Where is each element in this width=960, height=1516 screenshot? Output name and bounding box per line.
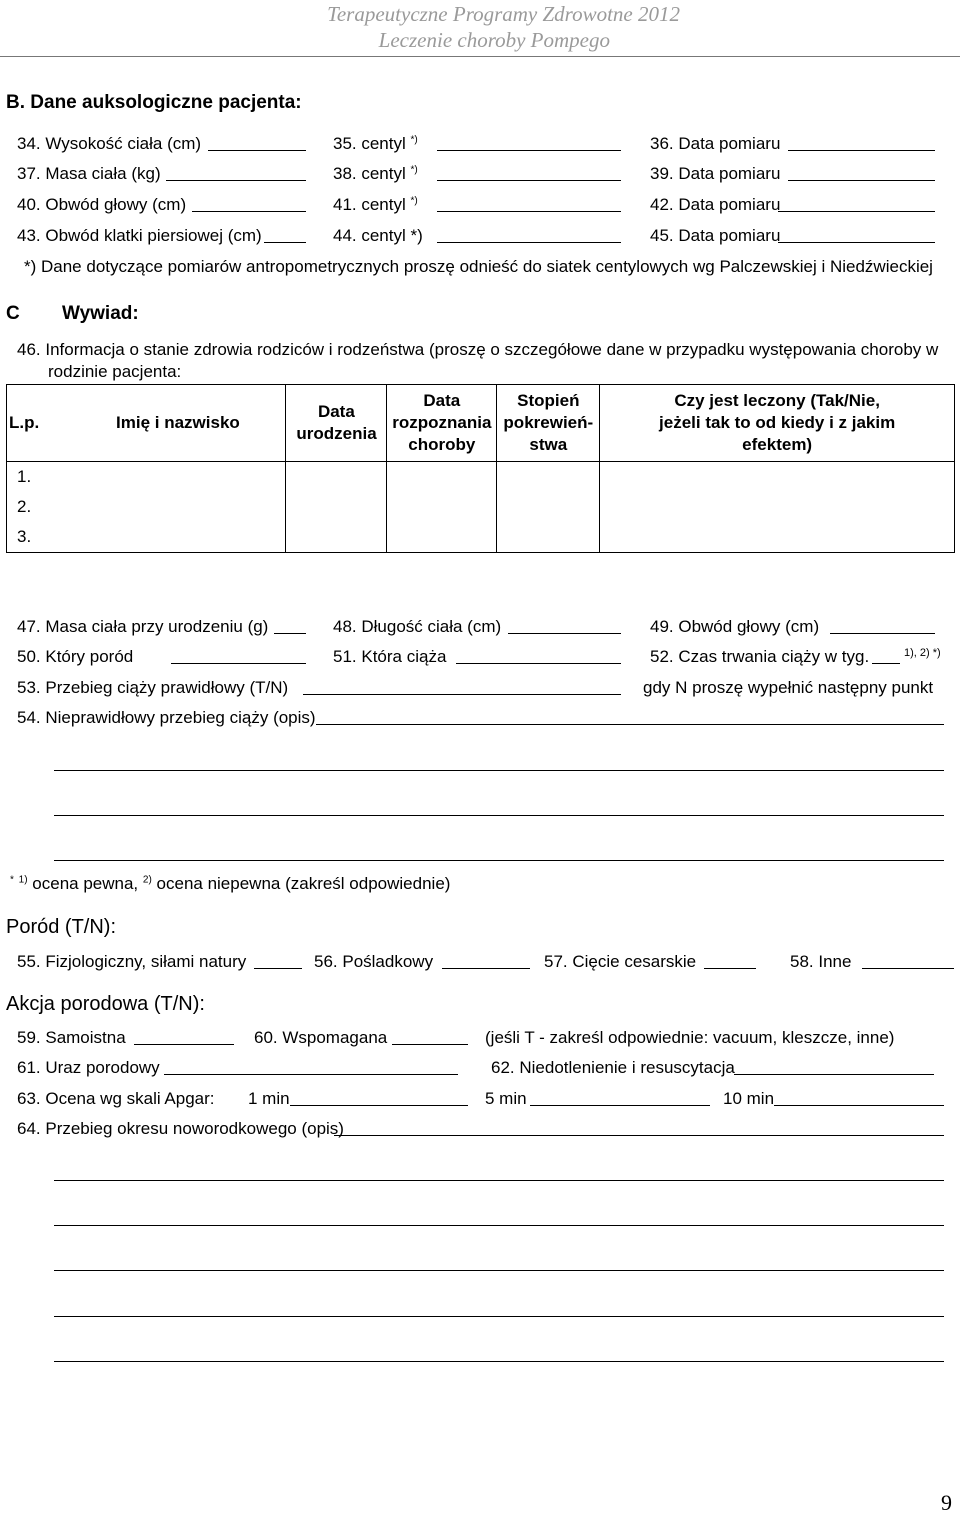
item-64-label: 64. Przebieg okresu noworodkowego (opis): [17, 1119, 344, 1138]
section-b-title: B. Dane auksologiczne pacjenta:: [6, 92, 302, 113]
item-62-label: 62. Niedotlenienie i resuscytacja: [491, 1058, 735, 1077]
item-44-label: 44. centyl *): [333, 226, 423, 245]
item-34-label: 34. Wysokość ciała (cm): [17, 134, 202, 153]
porod-title: Poród (T/N):: [6, 916, 117, 938]
cell-relationship[interactable]: [497, 522, 600, 553]
item-41-label: 41. centyl *): [333, 195, 418, 214]
item-57-label: 57. Cięcie cesarskie: [544, 952, 697, 971]
item-48-field[interactable]: [508, 633, 621, 634]
col-header-lp: L.p.: [7, 385, 71, 462]
item-37-field[interactable]: [166, 180, 306, 181]
row-number: 2.: [7, 492, 71, 522]
apgar-5min-label: 5 min: [485, 1089, 527, 1108]
item-36-label: 36. Data pomiaru: [650, 134, 781, 153]
certainty-footnote: * $^{1)}$ ocena pewna, $^{2)}$ ocena niepewna (zakreśl odpowiednie): [10, 874, 451, 893]
item-63-label: 63. Ocena wg skali Apgar:: [17, 1089, 215, 1108]
col-header-name: Imię i nazwisko: [70, 385, 286, 462]
apgar-1min-label: 1 min: [248, 1089, 290, 1108]
header-rule: [0, 56, 960, 57]
star-note: *): [410, 164, 418, 176]
item-48-label: 48. Długość ciała (cm): [333, 617, 502, 636]
col-header-relationship: Stopień pokrewień-stwa: [497, 385, 600, 462]
row-number: 3.: [7, 522, 71, 553]
item-52-label: 52. Czas trwania ciąży w tyg.: [650, 647, 870, 666]
item-64-field[interactable]: [334, 1135, 944, 1136]
item-46-label-cont: rodzinie pacjenta:: [48, 362, 182, 381]
table-row: [7, 462, 955, 493]
item-60-field[interactable]: [392, 1044, 468, 1045]
item-44-field[interactable]: [437, 242, 621, 243]
item-52-field[interactable]: [872, 663, 900, 664]
item-49-label: 49. Obwód głowy (cm): [650, 617, 820, 636]
item-54-line-2[interactable]: [54, 770, 944, 771]
section-c-letter: C: [6, 303, 20, 324]
item-51-field[interactable]: [456, 663, 621, 664]
item-46-label: 46. Informacja o stanie zdrowia rodziców i rodzeństwa (proszę o szczegółowe dane w przypadku występowania choroby w: [17, 340, 939, 359]
col-header-diagnosis-date: Data rozpoznania choroby: [387, 385, 497, 462]
cell-relationship[interactable]: [497, 492, 600, 522]
cell-relationship[interactable]: [497, 462, 600, 493]
apgar-10min-field[interactable]: [774, 1105, 944, 1106]
cell-name[interactable]: [70, 492, 286, 522]
star-note: *): [410, 195, 418, 207]
item-45-label: 45. Data pomiaru: [650, 226, 781, 245]
item-56-label: 56. Pośladkowy: [314, 952, 434, 971]
item-47-label: 47. Masa ciała przy urodzeniu (g): [17, 617, 269, 636]
col-header-treated: Czy jest leczony (Tak/Nie, jeżeli tak to od kiedy i z jakim efektem): [600, 385, 955, 462]
cell-diagnosis-date[interactable]: [387, 492, 497, 522]
header-line-2: Leczenie choroby Pompego: [378, 28, 610, 52]
cell-name[interactable]: [70, 462, 286, 493]
item-34-field[interactable]: [208, 150, 306, 151]
cell-birthdate[interactable]: [286, 492, 387, 522]
item-64-line-5[interactable]: [54, 1316, 944, 1317]
item-40-label: 40. Obwód głowy (cm): [17, 195, 187, 214]
item-50-label: 50. Który poród: [17, 647, 134, 666]
apgar-10min-label: 10 min: [723, 1089, 775, 1108]
item-49-field[interactable]: [830, 633, 935, 634]
item-54-line-4[interactable]: [54, 860, 944, 861]
col-header-birthdate: Data urodzenia: [286, 385, 387, 462]
akcja-title: Akcja porodowa (T/N):: [6, 993, 205, 1015]
item-42-field[interactable]: [778, 211, 935, 212]
item-61-label: 61. Uraz porodowy: [17, 1058, 160, 1077]
item-45-field[interactable]: [778, 242, 935, 243]
item-54-line-3[interactable]: [54, 815, 944, 816]
item-58-label: 58. Inne: [790, 952, 852, 971]
item-39-field[interactable]: [788, 180, 935, 181]
item-43-label: 43. Obwód klatki piersiowej (cm): [17, 226, 262, 245]
page-number: 9: [941, 1490, 952, 1515]
item-53-note: gdy N proszę wypełnić następny punkt: [643, 678, 934, 697]
item-35-field[interactable]: [437, 150, 621, 151]
item-64-line-4[interactable]: [54, 1270, 944, 1271]
item-51-label: 51. Która ciąża: [333, 647, 447, 666]
item-43-field[interactable]: [264, 242, 306, 243]
item-60-note: (jeśli T - zakreśl odpowiednie: vacuum, kleszcze, inne): [485, 1028, 895, 1047]
table-row: [7, 492, 955, 522]
item-59-label: 59. Samoistna: [17, 1028, 126, 1047]
item-58-field[interactable]: [862, 968, 954, 969]
cell-diagnosis-date[interactable]: [387, 522, 497, 553]
header-line-1: Terapeutyczne Programy Zdrowotne 2012: [327, 2, 680, 26]
item-39-label: 39. Data pomiaru: [650, 164, 781, 183]
item-54-field[interactable]: [316, 724, 944, 725]
item-35-label: 35. centyl *): [333, 134, 418, 153]
item-54-label: 54. Nieprawidłowy przebieg ciąży (opis): [17, 708, 316, 727]
item-61-field[interactable]: [164, 1074, 458, 1075]
item-64-line-6[interactable]: [54, 1361, 944, 1362]
item-53-label: 53. Przebieg ciąży prawidłowy (T/N): [17, 678, 289, 697]
cell-treated[interactable]: [600, 492, 955, 522]
apgar-5min-field[interactable]: [530, 1105, 710, 1106]
section-c-title: Wywiad:: [62, 303, 139, 324]
item-59-field[interactable]: [134, 1044, 234, 1045]
item-57-field[interactable]: [704, 968, 756, 969]
item-55-field[interactable]: [254, 968, 302, 969]
item-38-field[interactable]: [437, 180, 621, 181]
family-table-header: [7, 385, 955, 462]
row-number: 1.: [7, 462, 71, 493]
item-40-field[interactable]: [192, 211, 306, 212]
cell-treated[interactable]: [600, 462, 955, 493]
cell-birthdate[interactable]: [286, 462, 387, 493]
cell-treated[interactable]: [600, 522, 955, 553]
family-table: [6, 384, 955, 553]
cell-diagnosis-date[interactable]: [387, 462, 497, 493]
item-52-note: 1), 2) *): [904, 647, 941, 659]
item-64-line-3[interactable]: [54, 1225, 944, 1226]
item-36-field[interactable]: [788, 150, 935, 151]
star-note: *): [410, 134, 418, 146]
apgar-1min-field[interactable]: [290, 1105, 468, 1106]
cell-birthdate[interactable]: [286, 522, 387, 553]
table-row: [7, 522, 955, 553]
anthropometry-footnote: *) Dane dotyczące pomiarów antropometrycznych proszę odnieść do siatek centylowych wg Palczewskiej i Niedźwieckiej: [24, 257, 933, 276]
item-64-line-2[interactable]: [54, 1180, 944, 1181]
item-60-label: 60. Wspomagana: [254, 1028, 388, 1047]
item-38-label: 38. centyl *): [333, 164, 418, 183]
item-53-field[interactable]: [303, 694, 621, 695]
item-55-label: 55. Fizjologiczny, siłami natury: [17, 952, 247, 971]
item-56-field[interactable]: [442, 968, 530, 969]
item-50-field[interactable]: [171, 663, 306, 664]
item-42-label: 42. Data pomiaru: [650, 195, 781, 214]
item-37-label: 37. Masa ciała (kg): [17, 164, 161, 183]
item-47-field[interactable]: [274, 633, 306, 634]
cell-name[interactable]: [70, 522, 286, 553]
item-62-field[interactable]: [734, 1074, 934, 1075]
item-41-field[interactable]: [437, 211, 621, 212]
